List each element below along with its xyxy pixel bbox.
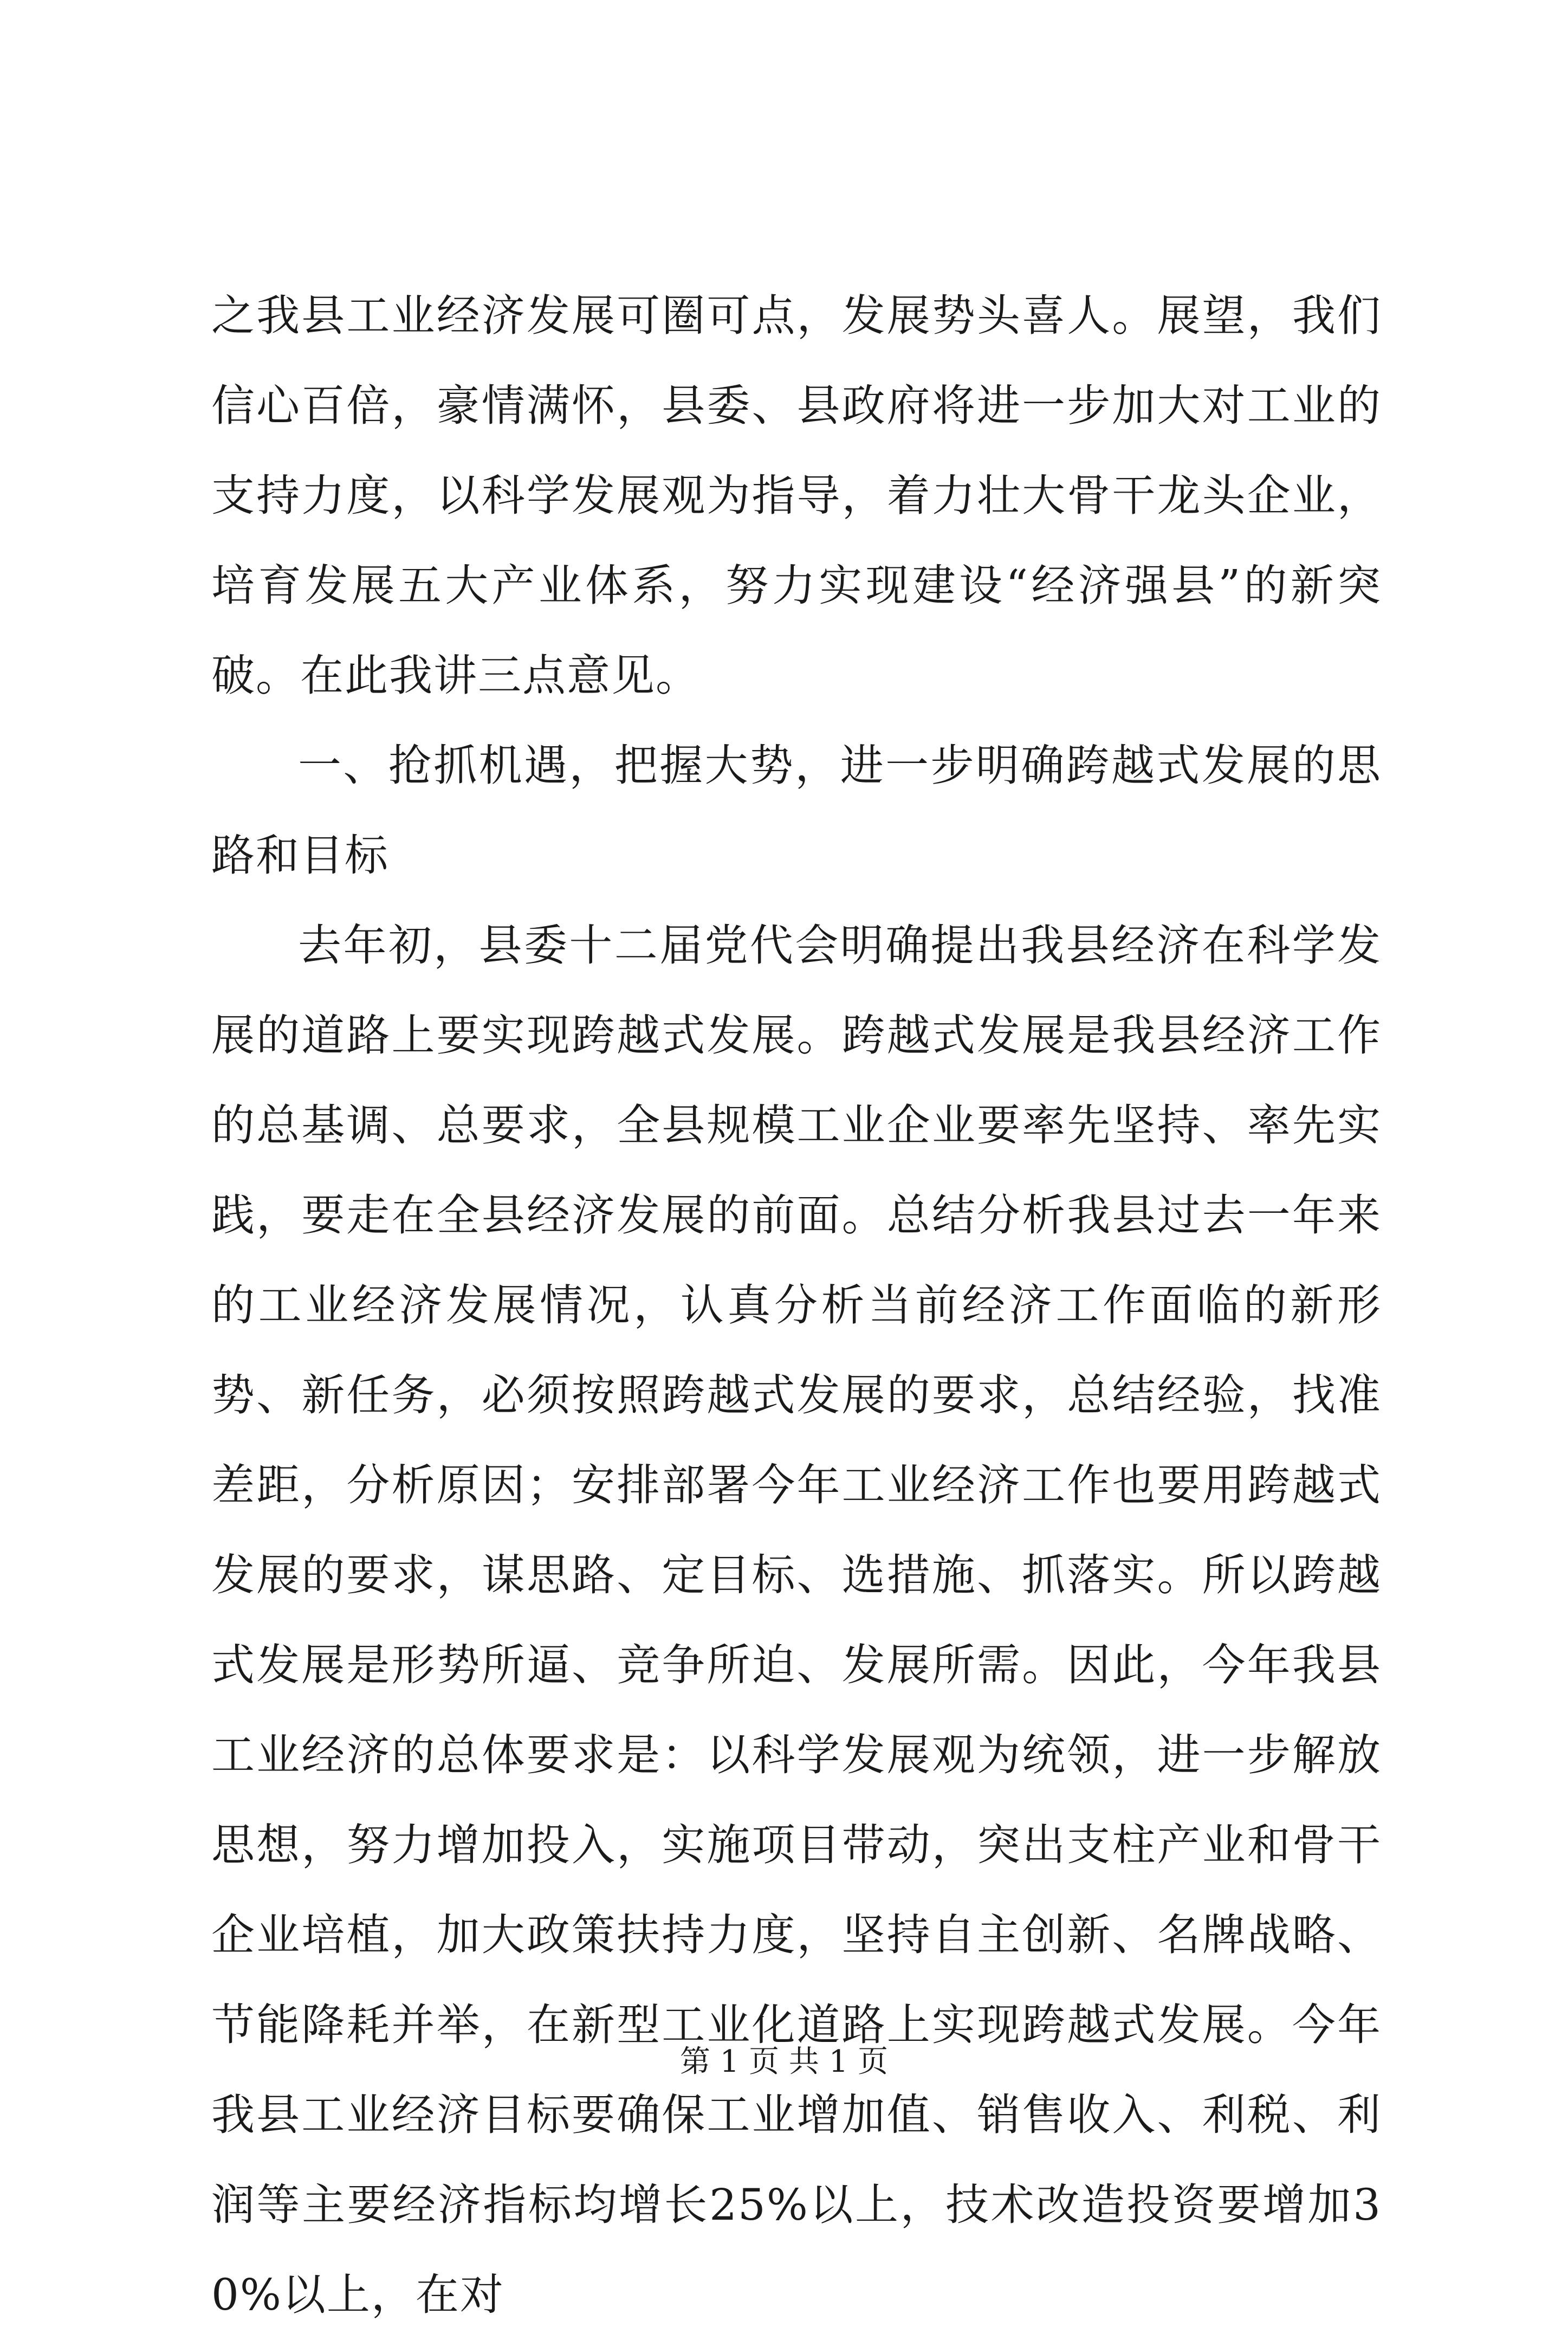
page-footer: 第 1 页 共 1 页 <box>679 2044 889 2079</box>
paragraph-1: 之我县工业经济发展可圈可点，发展势头喜人。展望，我们信心百倍，豪情满怀，县委、县政府将进一步加大对工业的支持力度，以科学发展观为指导，着力壮大骨干龙头企业，培育发展五大产业体系，努力实现建设“经济强县”的新突破。在此我讲三点意见。 <box>211 290 1382 701</box>
section-heading-1: 一、抢抓机遇，把握大势，进一步明确跨越式发展的思路和目标 <box>211 740 1382 881</box>
paragraph-2: 去年初，县委十二届党代会明确提出我县经济在科学发展的道路上要实现跨越式发展。跨越式发展是我县经济工作的总基调、总要求，全县规模工业企业要率先坚持、率先实践，要走在全县经济发展的前面。总结分析我县过去一年来的工业经济发展情况，认真分析当前经济工作面临的新形势、新任务，必须按照跨越式发展的要求，总结经验，找准差距，分析原因；安排部署今年工业经济工作也要用跨越式发展的要求，谋思路、定目标、选措施、抓落实。所以跨越式发展是形势所逼、竞争所迫、发展所需。因此，今年我县工业经济的总体要求是：以科学发展观为统领，进一步解放思想，努力增加投入，实施项目带动，突出支柱产业和骨干企业培植，加大政策扶持力度，坚持自主创新、名牌战略、节能降耗并举，在新型工业化道路上实现跨越式发展。今年我县工业经济目标要确保工业增加值、销售收入、利税、利润等主要经济指标均增长25%以上，技术改造投资要增加30%以上，在对 <box>211 920 1382 2320</box>
document-body <box>211 271 1382 2340</box>
